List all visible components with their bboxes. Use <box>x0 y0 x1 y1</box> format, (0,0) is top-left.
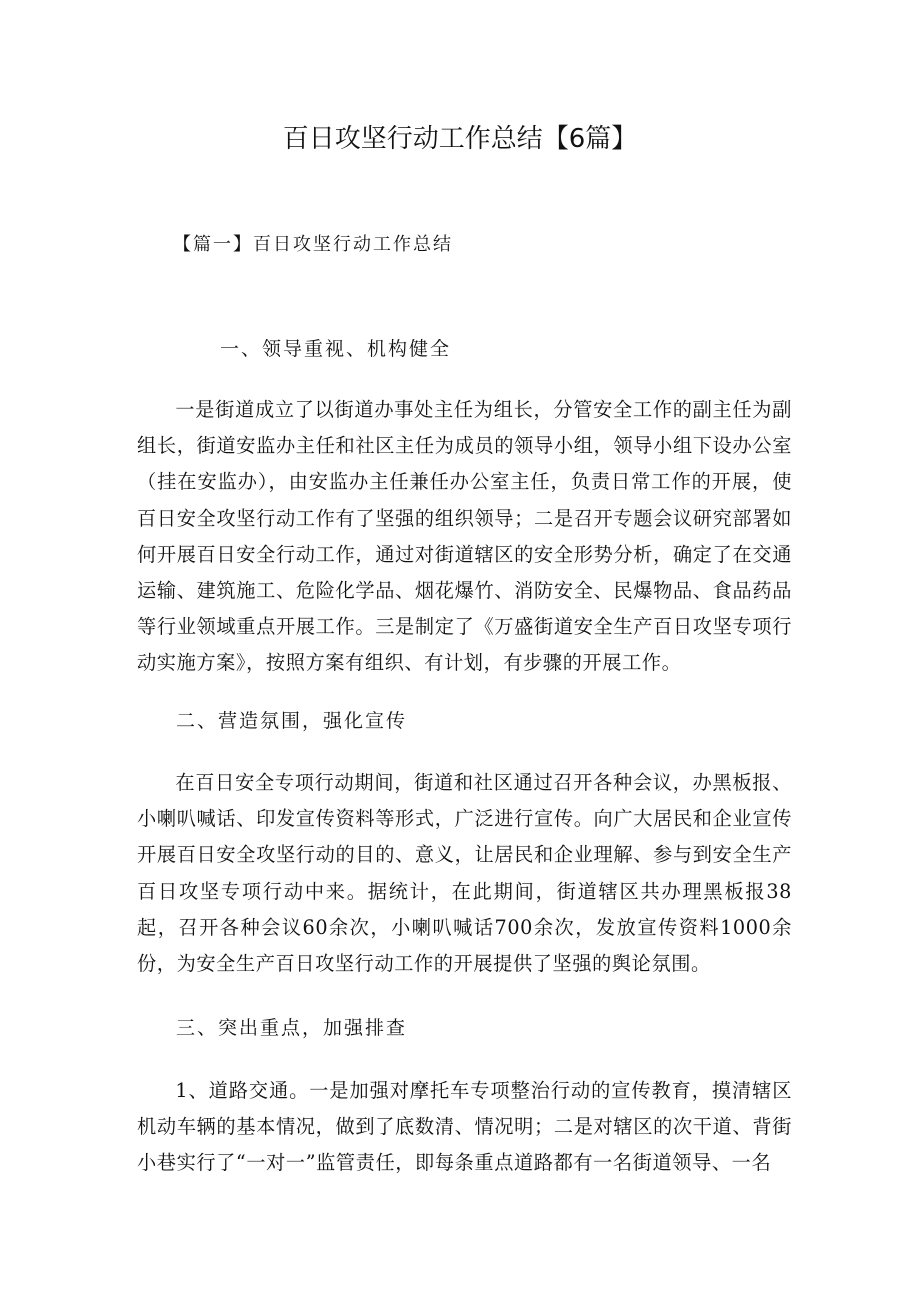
document-title: 百日攻坚行动工作总结【6篇】 <box>282 124 638 154</box>
section-2-paragraph: 在百日安全专项行动期间，街道和社区通过召开各种会议，办黑板报、小喇叭喊话、印发宣传资料等形式，广泛进行宣传。向广大居民和企业宣传开展百日安全攻坚行动的目的、意义，让居民和企业理解、参与到安全生产百日攻坚专项行动中来。据统计，在此期间，街道辖区共办理黑板报38起，召开各种会议60余次，小喇叭喊话700余次，发放宣传资料1000余份，为安全生产百日攻坚行动工作的开展提供了坚强的舆论氛围。 <box>137 771 792 976</box>
section-heading-3: 三、突出重点，加强排查 <box>176 1017 408 1039</box>
chapter-heading: 【篇一】百日攻坚行动工作总结 <box>173 234 453 255</box>
section-1-paragraph: 一是街道成立了以街道办事处主任为组长，分管安全工作的副主任为副组长，街道安监办主任和社区主任为成员的领导小组，领导小组下设办公室（挂在安监办），由安监办主任兼任办公室主任，负责日常工作的开展，使百日安全攻坚行动工作有了坚强的组织领导；二是召开专题会议研究部署如何开展百日安全行动工作，通过对街道辖区的安全形势分析，确定了在交通运输、建筑施工、危险化学品、烟花爆竹、消防安全、民爆物品、食品药品等行业领域重点开展工作。三是制定了《万盛街道安全生产百日攻坚专项行动实施方案》，按照方案有组织、有计划，有步骤的开展工作。 <box>137 398 792 675</box>
section-3-paragraph: 1、道路交通。一是加强对摩托车专项整治行动的宣传教育，摸清辖区机动车辆的基本情况，做到了底数清、情况明；二是对辖区的次干道、背街小巷实行了“一对一”监管责任，即每条重点道路都有一名街道领导、一名 <box>137 1079 792 1175</box>
section-heading-2: 二、营造氛围，强化宣传 <box>176 710 408 732</box>
section-heading-1: 一、领导重视、机构健全 <box>220 338 452 360</box>
